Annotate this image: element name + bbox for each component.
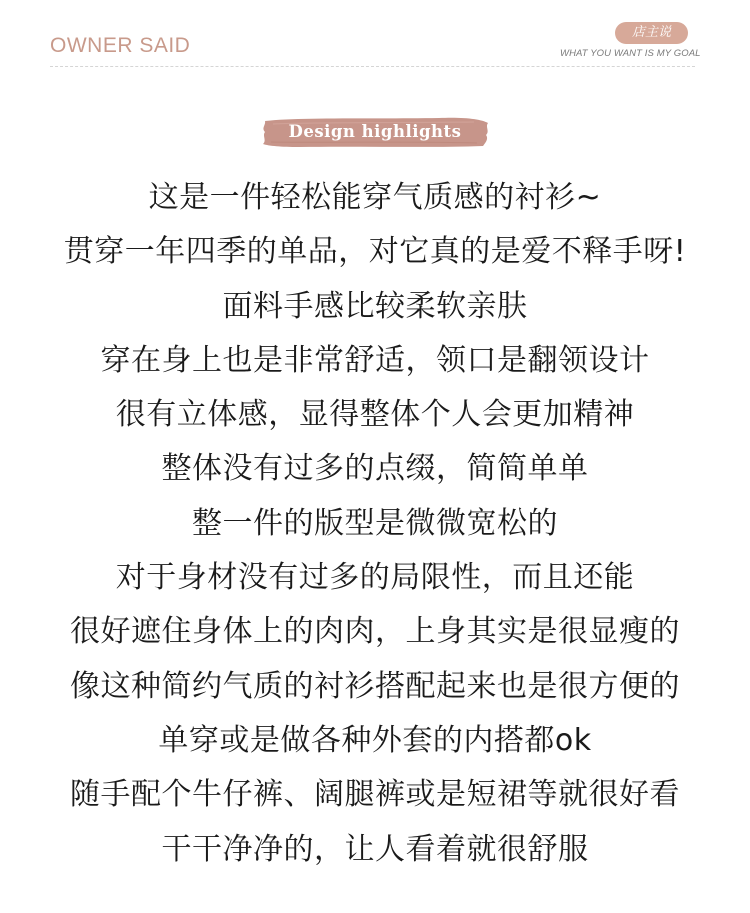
description-line: 这是一件轻松能穿气质感的衬衫~	[148, 180, 602, 215]
description-line: 贯穿一年四季的单品，对它真的是爱不释手呀!	[63, 234, 687, 270]
design-highlights-text: Design highlights	[288, 122, 462, 141]
design-highlights-label	[259, 115, 491, 149]
description-line: 整体没有过多的点缀，简简单单	[161, 451, 589, 487]
description-line: 很好遮住身体上的肉肉，上身其实是很显瘦的	[70, 614, 680, 650]
owner-subtitle: WHAT YOU WANT IS MY GOAL	[560, 48, 701, 59]
description-line: 像这种简约气质的衬衫搭配起来也是很方便的	[70, 668, 680, 704]
owner-said-title: OWNER SAID	[50, 34, 191, 57]
description-line: 对于身材没有过多的局限性，而且还能	[115, 560, 635, 596]
description-line: 随手配个牛仔裤、阔腿裤或是短裙等就很好看	[70, 777, 680, 813]
description-lines	[0, 171, 750, 877]
header-divider	[50, 66, 695, 67]
description-line: 干干净净的，让人看着就很舒服	[161, 831, 589, 867]
description-line: 穿在身上也是非常舒适，领口是翻领设计	[100, 342, 650, 378]
description-line: 单穿或是做各种外套的内搭都ok	[158, 722, 592, 758]
owner-badge: 店主说	[615, 22, 688, 44]
description-line: 面料手感比较柔软亲肤	[222, 288, 528, 324]
description-line: 很有立体感，显得整体个人会更加精神	[115, 397, 635, 433]
description-line: 整一件的版型是微微宽松的	[192, 505, 558, 541]
